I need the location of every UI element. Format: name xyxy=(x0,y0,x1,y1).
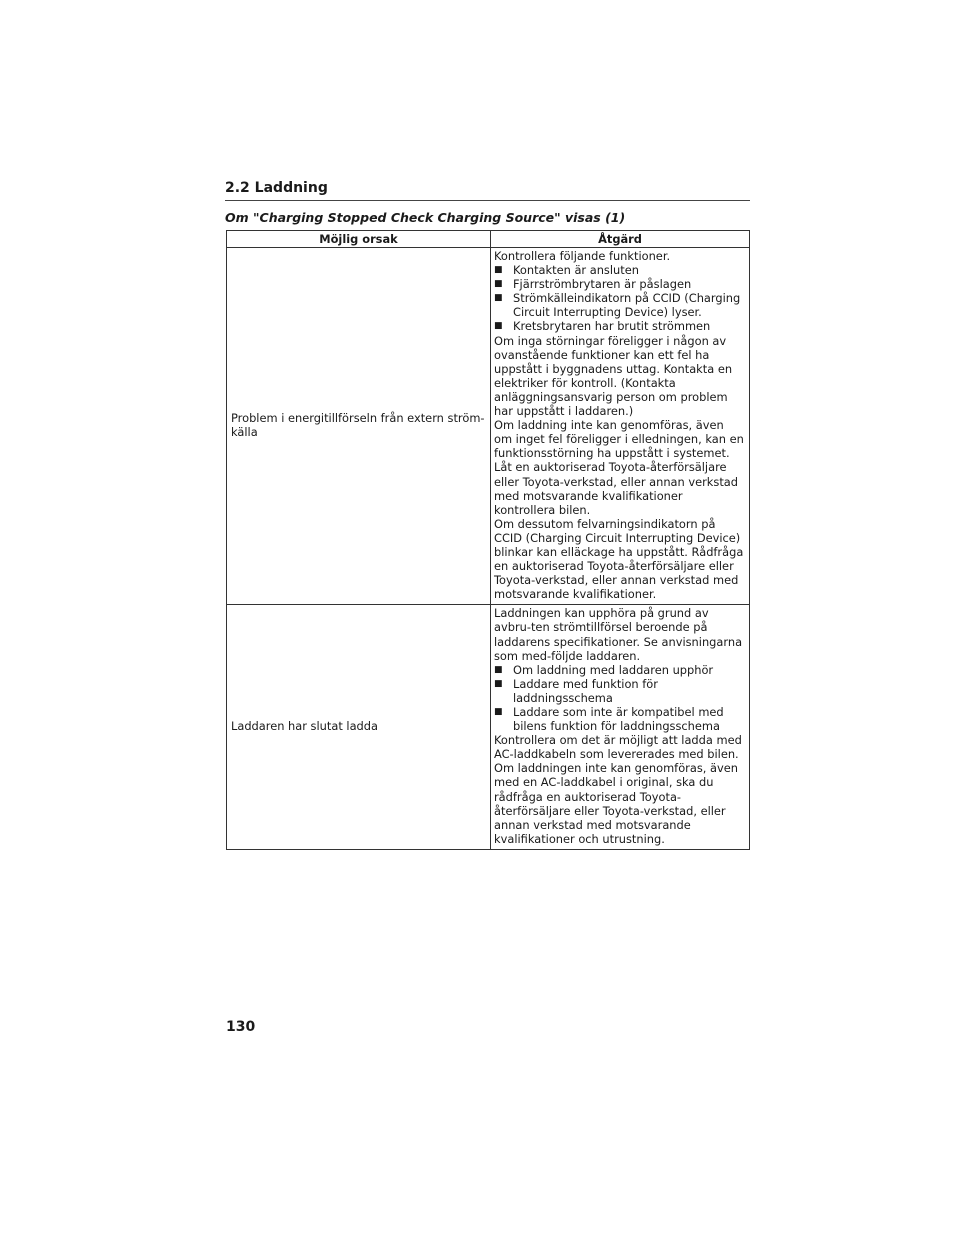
action-cell xyxy=(491,248,750,605)
table-row xyxy=(227,248,750,605)
table-row xyxy=(227,605,750,850)
action-intro: Kontrollera följande funktioner. xyxy=(494,249,671,263)
action-cell xyxy=(491,605,750,850)
action-intro: Laddningen kan upphöra på grund av avbru-ten strömtillförsel beroende på laddarens specifikationer. Se anvisningarna som med-följde laddaren. xyxy=(494,606,743,663)
bullet-item: ■ Kontakten är ansluten xyxy=(494,263,745,277)
bullet-item: ■ Strömkälleindikatorn på CCID (Charging Circuit Interrupting Device) lyser. xyxy=(494,291,745,319)
page-number: 130 xyxy=(226,1019,256,1035)
cause-cell: Laddaren har slutat ladda xyxy=(227,605,491,850)
troubleshooting-table xyxy=(226,230,750,850)
table-title: Om "Charging Stopped Check Charging Source" visas (1) xyxy=(225,210,626,225)
bullet-item: ■ Om laddning med laddaren upphör xyxy=(494,663,745,677)
bullet-item: ■ Laddare med funktion för laddningsschema xyxy=(494,677,745,705)
cause-cell: Problem i energitillförseln från extern ström- källa xyxy=(227,248,491,605)
table-header-row xyxy=(227,231,750,248)
section-header: 2.2 Laddning xyxy=(225,178,750,201)
bullet-item: ■ Laddare som inte är kompatibel med bilens funktion för laddningsschema xyxy=(494,705,745,733)
action-outro: Kontrollera om det är möjligt att ladda med AC-laddkabeln som levererades med bilen. Om laddningen inte kan genomföras, även med en AC-laddkabel i original, ska du rådfråga en auktoriserad Toyota-återförsäljare eller Toyota-verkstad, eller annan verkstad med motsvarande kvalifikationer och utrustning. xyxy=(494,733,742,846)
bullet-item: ■ Fjärrströmbrytaren är påslagen xyxy=(494,277,745,291)
bullet-item: ■ Kretsbrytaren har brutit strömmen xyxy=(494,319,745,333)
header-cause: Möjlig orsak xyxy=(227,231,491,248)
header-action: Åtgärd xyxy=(491,231,750,248)
action-outro: Om inga störningar föreligger i någon av ovanstående funktioner kan ett fel ha uppstått i byggnadens uttag. Kontakta en elektriker för kontroll. (Kontakta anläggningsansvarig person om problem har uppstått i laddaren.) Om laddning inte kan genomföras, även om inget fel föreligger i elledningen, kan en funktionsstörning ha uppstått i systemet. Låt en auktoriserad Toyota-återförsäljare eller Toyota-verkstad, eller annan verkstad med motsvarande kvalifikationer kontrollera bilen. Om dessutom felvarningsindikatorn på CCID (Charging Circuit Interrupting Device) blinkar kan elläckage ha uppstått. Rådfråga en auktoriserad Toyota-återförsäljare eller Toyota-verkstad, eller annan verkstad med motsvarande kvalifikationer. xyxy=(494,333,744,602)
